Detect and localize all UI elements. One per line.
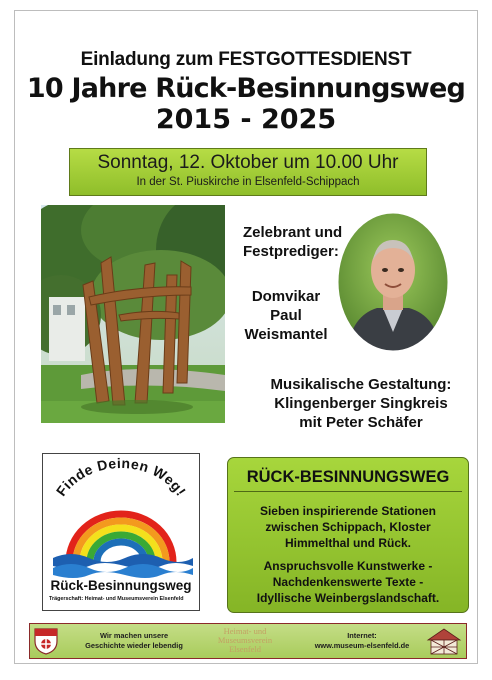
info-box-line: Sieben inspirierende Stationen xyxy=(259,504,437,518)
celebrant-name xyxy=(231,287,341,344)
celebrant-name-line: Domvikar xyxy=(251,288,321,305)
years-line: 2015 - 2025 xyxy=(155,104,337,135)
celebrant-label-line: Festprediger: xyxy=(243,243,339,260)
footer-club-line: Elsenfeld xyxy=(228,644,262,654)
info-box-divider xyxy=(234,491,462,492)
music-line: mit Peter Schäfer xyxy=(299,414,423,431)
date-time: Sonntag, 12. Oktober um 10.00 Uhr xyxy=(97,152,399,173)
info-box-line: zwischen Schippach, Kloster xyxy=(265,520,431,534)
svg-text:Finde Deinen Weg! xyxy=(53,455,190,499)
footer-motto xyxy=(80,631,188,651)
music-line: Klingenberger Singkreis xyxy=(274,395,448,412)
logo-sponsor: Trägerschaft: Heimat- und Museumsverein Elsenfeld xyxy=(49,596,184,602)
info-box-paragraph xyxy=(228,558,468,606)
info-box-line: Nachdenkenswerte Texte - xyxy=(272,575,424,589)
footer-internet-url[interactable]: www.museum-elsenfeld.de xyxy=(314,641,410,650)
info-box-line: Anspruchsvolle Kunstwerke - xyxy=(263,559,433,573)
footer-club-line: Museumsverein xyxy=(217,635,273,645)
sculpture-photo xyxy=(41,205,225,423)
footer-internet-label: Internet: xyxy=(347,631,377,640)
rueck-besinnungsweg-logo xyxy=(42,453,200,611)
footer-internet xyxy=(302,631,422,651)
celebrant-name-line: Weismantel xyxy=(244,326,328,343)
coat-of-arms-icon xyxy=(33,627,59,655)
event-location: In der St. Piuskirche in Elsenfeld-Schippach xyxy=(136,176,360,188)
info-box-line: Idyllische Weinbergslandschaft. xyxy=(256,591,440,605)
date-box xyxy=(69,148,427,196)
music-info xyxy=(229,375,492,432)
info-box-title: RÜCK-BESINNUNGSWEG xyxy=(246,468,450,486)
footer-banner xyxy=(29,623,467,659)
footer-motto-line: Wir machen unsere xyxy=(99,631,169,640)
rainbow-logo-graphic xyxy=(43,454,199,578)
footer-club-name xyxy=(200,627,290,655)
info-box-line: Himmelthal und Rück. xyxy=(284,536,412,550)
celebrant-name-line: Paul xyxy=(270,307,302,324)
celebrant-portrait xyxy=(337,212,449,352)
music-line: Musikalische Gestaltung: xyxy=(270,376,452,393)
logo-name: Rück-Besinnungsweg xyxy=(50,578,192,593)
info-box xyxy=(227,457,469,613)
half-timbered-house-icon xyxy=(424,626,464,656)
invitation-line: Einladung zum FESTGOTTESDIENST xyxy=(80,49,412,70)
info-box-paragraph xyxy=(228,503,468,551)
celebrant-label-line: Zelebrant und xyxy=(243,224,343,241)
poster xyxy=(14,10,478,664)
logo-arc-text: Finde Deinen Weg! xyxy=(52,454,190,499)
main-title: 10 Jahre Rück-Besinnungsweg xyxy=(26,73,466,104)
footer-motto-line: Geschichte wieder lebendig xyxy=(85,641,183,650)
footer-club-line: Heimat- und xyxy=(223,626,267,636)
